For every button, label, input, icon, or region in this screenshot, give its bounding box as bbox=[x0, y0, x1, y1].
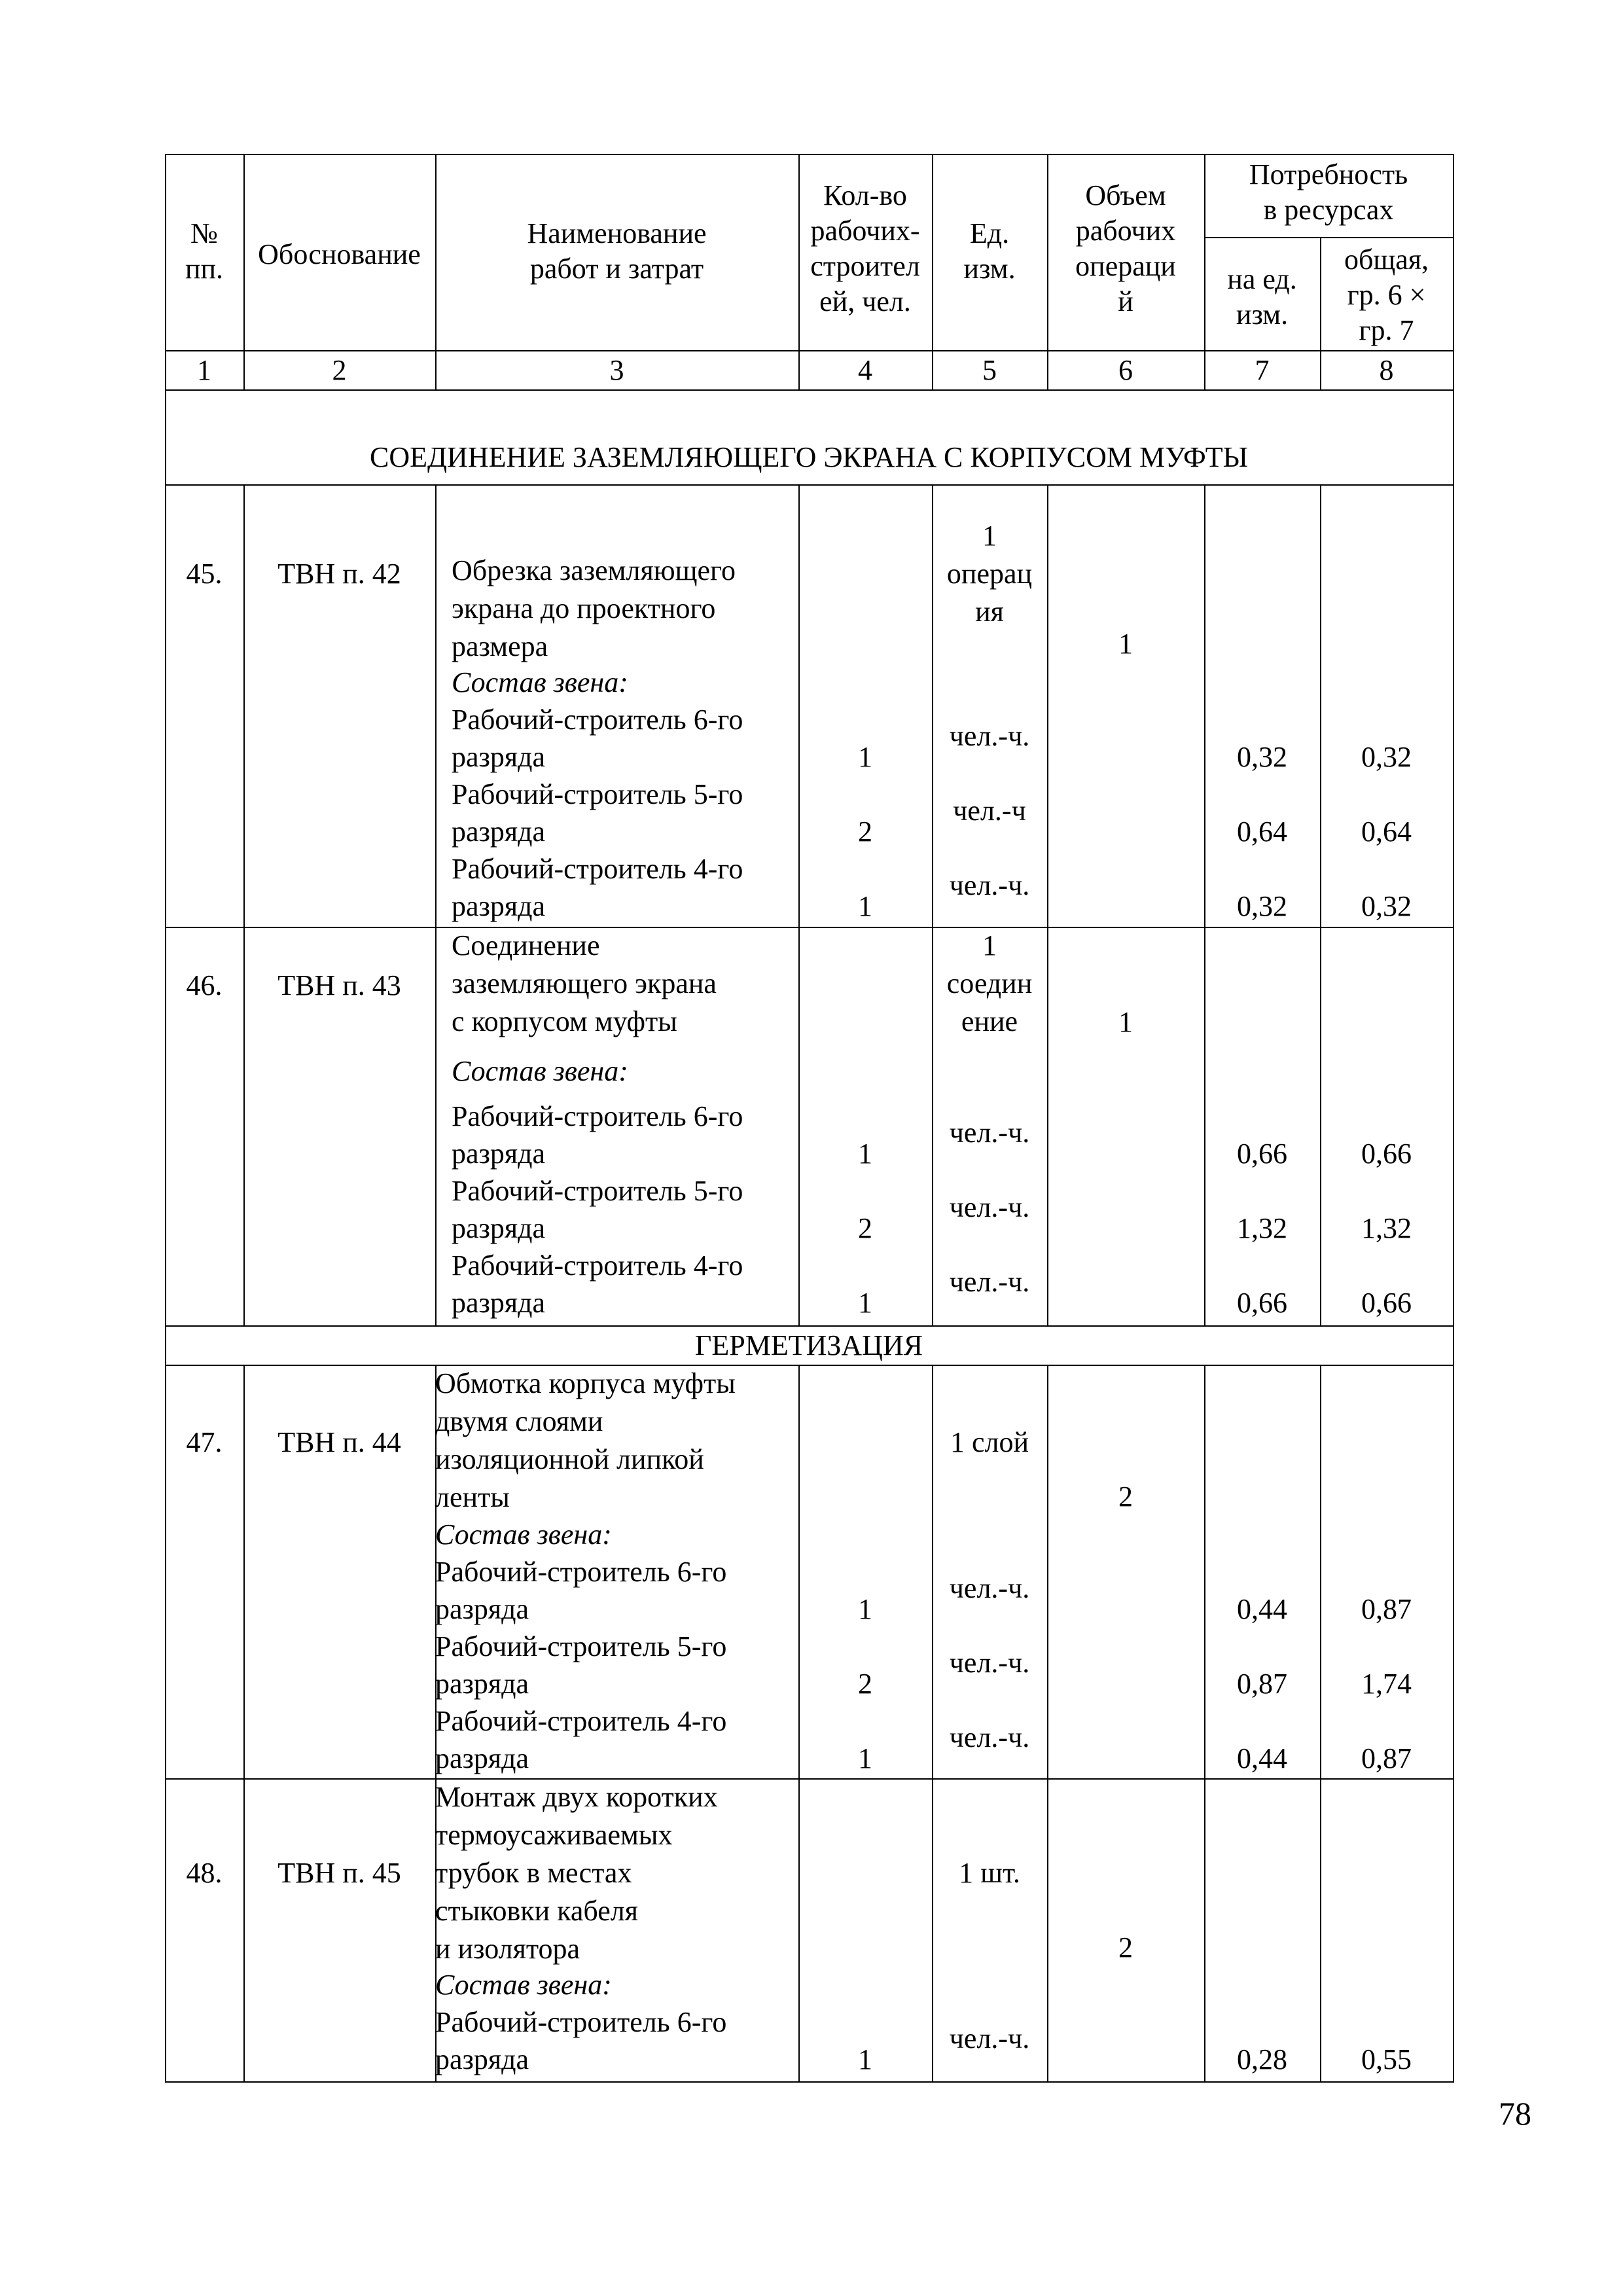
worker-grade: Рабочий-строитель 4-го bbox=[435, 1705, 727, 1737]
worker-grade: Рабочий-строитель 5-го bbox=[452, 1175, 743, 1207]
worker-unit: чел.-ч. bbox=[949, 1191, 1030, 1223]
per-unit-value: 0,66 bbox=[1237, 1287, 1287, 1319]
header-resources: Потребность в ресурсах bbox=[1249, 158, 1408, 226]
per-unit-value: 0,32 bbox=[1237, 741, 1287, 773]
row-45-rule bbox=[165, 927, 1454, 928]
worker-grade: Рабочий-строитель 6-го bbox=[452, 704, 743, 736]
worker-unit: чел.-ч. bbox=[949, 1647, 1030, 1679]
total-value: 0,87 bbox=[1361, 1593, 1412, 1625]
crew-label: Состав звена: bbox=[435, 1518, 612, 1551]
column-number: 5 bbox=[982, 354, 997, 386]
worker-grade: разряда bbox=[452, 1212, 546, 1244]
worker-grade: разряда bbox=[435, 1593, 529, 1625]
total-value: 0,87 bbox=[1361, 1742, 1412, 1774]
section-2-rule bbox=[165, 1365, 1454, 1366]
worker-unit: чел.-ч. bbox=[949, 720, 1030, 752]
header-unit: Ед. изм. bbox=[963, 217, 1016, 285]
total-value: 0,32 bbox=[1361, 741, 1412, 773]
worker-grade: разряда bbox=[435, 2043, 529, 2075]
worker-count: 1 bbox=[858, 890, 872, 922]
work-name: Соединение заземляющего экрана с корпусом муфты bbox=[452, 929, 717, 1037]
worker-grade: Рабочий-строитель 4-го bbox=[452, 853, 743, 885]
section-title: СОЕДИНЕНИЕ ЗАЗЕМЛЯЮЩЕГО ЭКРАНА С КОРПУСОМ МУФТЫ bbox=[370, 441, 1248, 473]
section-title: ГЕРМЕТИЗАЦИЯ bbox=[694, 1329, 923, 1361]
total-value: 0,32 bbox=[1361, 890, 1412, 922]
worker-unit: чел.-ч bbox=[953, 795, 1026, 827]
header-per-unit: на ед. изм. bbox=[1227, 263, 1297, 331]
worker-unit: чел.-ч. bbox=[949, 1266, 1030, 1298]
total-value: 1,32 bbox=[1361, 1212, 1412, 1244]
row-number: 48. bbox=[186, 1857, 223, 1889]
column-number: 2 bbox=[332, 354, 347, 386]
per-unit-value: 0,64 bbox=[1237, 816, 1287, 848]
per-unit-value: 0,28 bbox=[1237, 2043, 1287, 2075]
operation-volume: 2 bbox=[1118, 1480, 1133, 1513]
col-rule bbox=[243, 484, 245, 1325]
worker-count: 1 bbox=[858, 2043, 872, 2075]
worker-count: 2 bbox=[858, 1668, 872, 1700]
per-unit-value: 0,66 bbox=[1237, 1138, 1287, 1170]
worker-grade: разряда bbox=[435, 1668, 529, 1700]
total-value: 0,55 bbox=[1361, 2043, 1412, 2075]
worker-grade: Рабочий-строитель 6-го bbox=[435, 2006, 727, 2038]
column-number: 8 bbox=[1379, 354, 1394, 386]
crew-label: Состав звена: bbox=[452, 1055, 628, 1087]
per-unit-value: 0,87 bbox=[1237, 1668, 1287, 1700]
col-rule bbox=[1320, 1365, 1321, 2081]
column-number: 7 bbox=[1255, 354, 1270, 386]
work-name: Обмотка корпуса муфты двумя слоями изоляционной липкой ленты bbox=[435, 1367, 736, 1513]
header-total: общая, гр. 6 × гр. 7 bbox=[1344, 243, 1429, 346]
crew-label: Состав звена: bbox=[452, 666, 628, 698]
header-number: № пп. bbox=[185, 217, 224, 285]
worker-grade: разряда bbox=[452, 816, 546, 848]
numbers-row-rule bbox=[165, 389, 1454, 391]
worker-count: 1 bbox=[858, 1287, 872, 1319]
worker-grade: разряда bbox=[452, 741, 546, 773]
unit-of-measure: 1 шт. bbox=[959, 1857, 1020, 1889]
worker-grade: Рабочий-строитель 4-го bbox=[452, 1249, 743, 1282]
table-border-bottom bbox=[165, 2081, 1454, 2083]
worker-unit: чел.-ч. bbox=[949, 869, 1030, 901]
header-work-name: Наименование работ и затрат bbox=[527, 217, 707, 285]
unit-of-measure: 1 слой bbox=[950, 1426, 1029, 1458]
worker-count: 2 bbox=[858, 1212, 872, 1244]
worker-grade: разряда bbox=[452, 1287, 546, 1319]
header-volume: Объем рабочих операци й bbox=[1075, 179, 1176, 317]
worker-count: 1 bbox=[858, 1593, 872, 1625]
worker-grade: Рабочий-строитель 5-го bbox=[435, 1630, 727, 1662]
worker-count: 2 bbox=[858, 816, 872, 848]
worker-grade: разряда bbox=[452, 890, 546, 922]
table-border-top bbox=[165, 154, 1454, 155]
work-name: Монтаж двух коротких термоусаживаемых трубок в местах стыковки кабеля и изолятора bbox=[435, 1781, 718, 1965]
column-number: 3 bbox=[609, 354, 624, 386]
total-value: 0,64 bbox=[1361, 816, 1412, 848]
row-basis: ТВН п. 45 bbox=[277, 1857, 401, 1889]
worker-unit: чел.-ч. bbox=[949, 2022, 1030, 2054]
total-value: 0,66 bbox=[1361, 1138, 1412, 1170]
worker-count: 1 bbox=[858, 1138, 872, 1170]
worker-unit: чел.-ч. bbox=[949, 1572, 1030, 1604]
worker-grade: Рабочий-строитель 6-го bbox=[452, 1100, 743, 1132]
worker-grade: Рабочий-строитель 6-го bbox=[435, 1556, 727, 1588]
col-rule bbox=[435, 484, 437, 1325]
row-number: 46. bbox=[186, 969, 223, 1001]
crew-label: Состав звена: bbox=[435, 1969, 612, 2001]
per-unit-value: 1,32 bbox=[1237, 1212, 1287, 1244]
worker-grade: разряда bbox=[435, 1742, 529, 1774]
worker-count: 1 bbox=[858, 1742, 872, 1774]
worker-count: 1 bbox=[858, 741, 872, 773]
col-rule bbox=[243, 1365, 245, 2081]
worker-grade: Рабочий-строитель 5-го bbox=[452, 778, 743, 810]
col-rule bbox=[1047, 1365, 1048, 2081]
work-name: Обрезка заземляющего экрана до проектного размера bbox=[452, 554, 736, 662]
row-basis: ТВН п. 43 bbox=[277, 969, 401, 1001]
section-1-rule bbox=[165, 484, 1454, 486]
col-rule bbox=[798, 1365, 800, 2081]
total-value: 1,74 bbox=[1361, 1668, 1412, 1700]
total-value: 0,66 bbox=[1361, 1287, 1412, 1319]
col-rule bbox=[1204, 1365, 1205, 2081]
row-basis: ТВН п. 44 bbox=[277, 1426, 401, 1458]
per-unit-value: 0,44 bbox=[1237, 1593, 1287, 1625]
column-number: 4 bbox=[858, 354, 872, 386]
unit-of-measure: 1 операц ия bbox=[946, 520, 1033, 628]
header-basis: Обоснование bbox=[258, 238, 421, 270]
table-border-right bbox=[1453, 154, 1454, 2083]
worker-unit: чел.-ч. bbox=[949, 1721, 1030, 1753]
col-rule bbox=[1047, 484, 1048, 1325]
row-basis: ТВН п. 42 bbox=[277, 558, 401, 590]
unit-of-measure: 1 соедин ение bbox=[946, 929, 1033, 1037]
operation-volume: 1 bbox=[1118, 628, 1133, 660]
column-number: 6 bbox=[1118, 354, 1133, 386]
operation-volume: 2 bbox=[1118, 1931, 1133, 1964]
per-unit-value: 0,44 bbox=[1237, 1742, 1287, 1774]
row-number: 45. bbox=[186, 558, 223, 590]
row-number: 47. bbox=[186, 1426, 223, 1458]
worker-grade: разряда bbox=[452, 1138, 546, 1170]
page-number: 78 bbox=[1499, 2095, 1531, 2132]
per-unit-value: 0,32 bbox=[1237, 890, 1287, 922]
resources-subheader-rule bbox=[1204, 237, 1453, 238]
header-workers: Кол-во рабочих- строител ей, чел. bbox=[810, 179, 920, 317]
row-47-rule bbox=[165, 1778, 1454, 1780]
worker-unit: чел.-ч. bbox=[949, 1117, 1030, 1149]
operation-volume: 1 bbox=[1118, 1006, 1133, 1038]
column-number: 1 bbox=[197, 354, 211, 386]
